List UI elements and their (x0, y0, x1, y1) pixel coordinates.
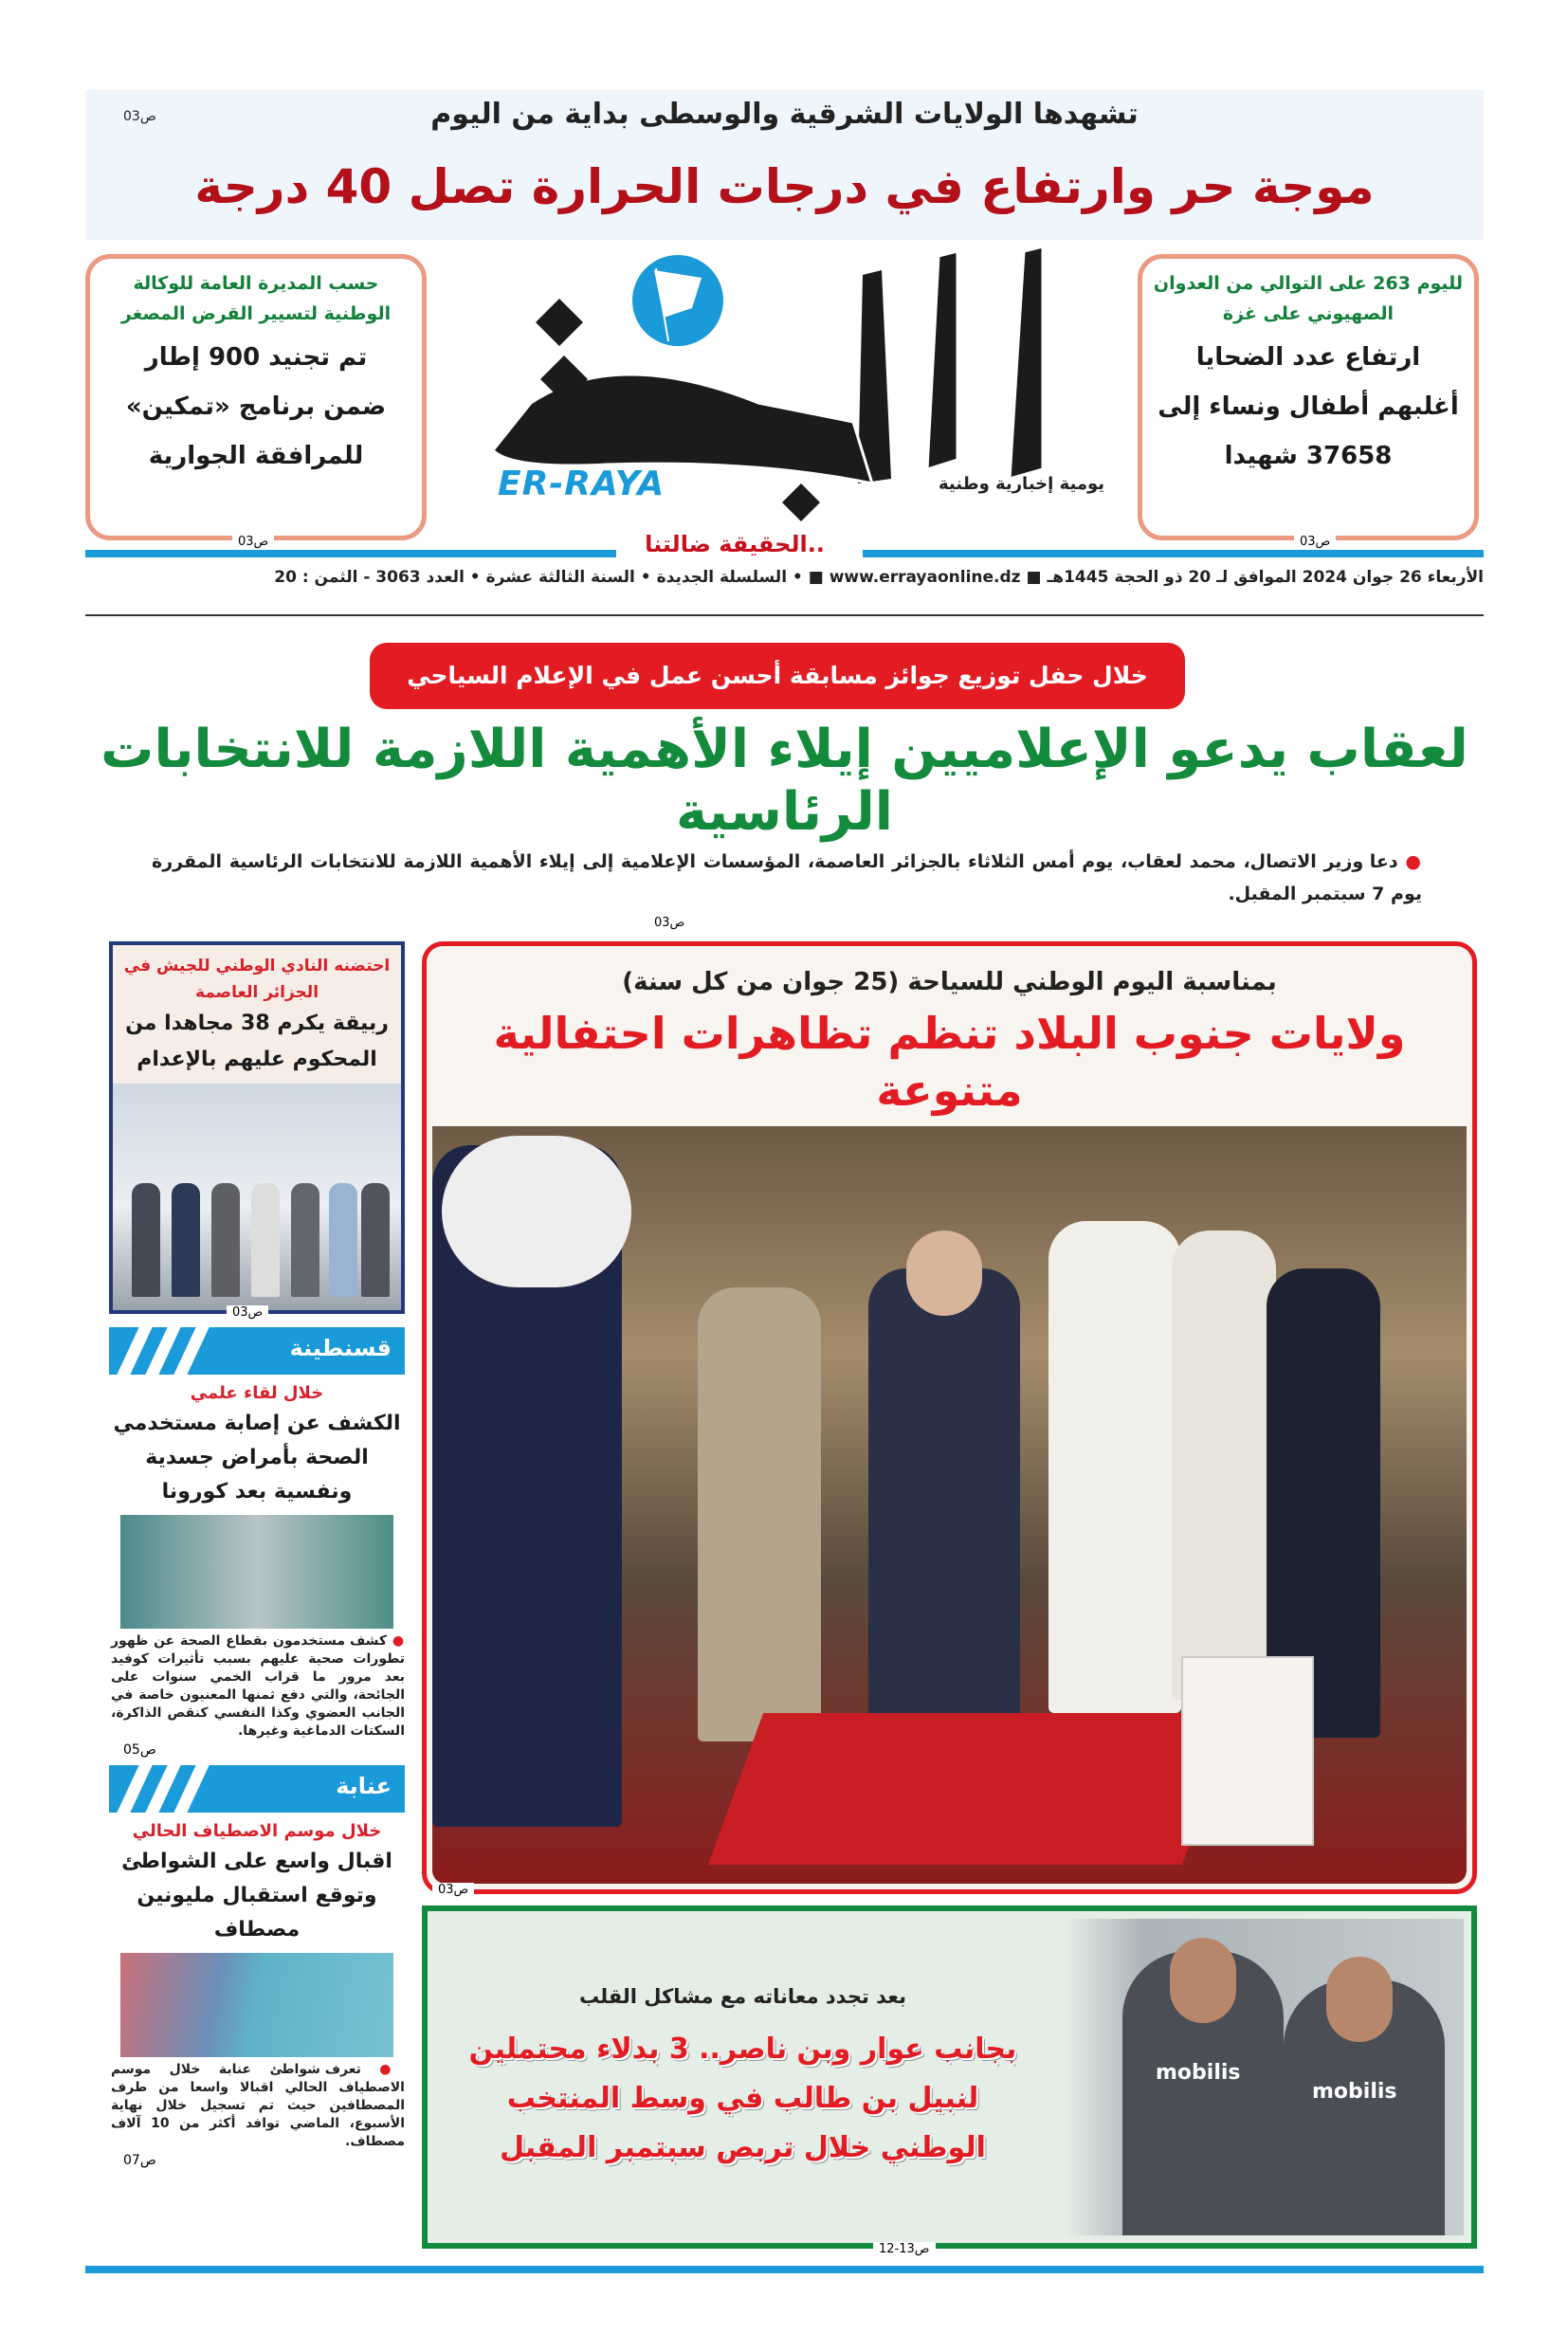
hospital-photo (120, 1515, 393, 1629)
divider-line (863, 550, 1484, 557)
page-ref: ص13-12 (873, 2242, 936, 2256)
story-body-text: كشف مستخدمون بقطاع الصحة عن ظهور تطورات صحية عليهم بسبب تأثيرات كوفيد بعد مرور ما قراب الخمي سنوات على الجائحة، والتي دفع ثمنها المعنيون خاصة في الجانب العضوي وكذا النفسي كنقص الذاكرة، السكتات الدماغية وغيرها. (111, 1633, 405, 1739)
lead-lede (152, 846, 1422, 910)
mujahideen-story[interactable] (109, 941, 405, 1320)
teaser-line: تم تجنيد 900 إطار (144, 343, 368, 372)
story-body (111, 1632, 405, 1741)
story-kicker: بعد تجدد معاناته مع مشاكل القلب (578, 1985, 907, 2008)
teaser-line: أغلبهم أطفال ونساء إلى (1158, 392, 1459, 421)
story-headline[interactable]: اقبال واسع على الشواطئ وتوقع استقبال مليونين مصطاف (121, 1850, 392, 1942)
divider (85, 614, 1484, 616)
beach-photo (120, 1953, 393, 2057)
story-headline[interactable]: الكشف عن إصابة مستخدمي الصحة بأمراض جسدية ونفسية بعد كورونا (113, 1412, 401, 1504)
ceremony-photo (113, 1084, 401, 1310)
divider-line (85, 550, 616, 557)
page-ref: ص03 (1294, 535, 1336, 549)
story-kicker: خلال لقاء علمي (190, 1383, 324, 1403)
section-name: قسنطينة (289, 1335, 392, 1361)
teaser-kicker: حسب المديرة العامة للوكالة الوطنية لتسيير القرض المصغر (120, 273, 392, 324)
anade-teaser-box[interactable] (85, 254, 427, 549)
teaser-kicker: لليوم 263 على التوالي من العدوان الصهيوني على غزة (1153, 273, 1464, 324)
section-bar-annaba (109, 1765, 405, 1813)
story-kicker: بمناسبة اليوم الوطني للسياحة (25 جوان من كل سنة) (622, 968, 1277, 996)
story-kicker: احتضنه النادي الوطني للجيش في الجزائر العاصمة (123, 957, 391, 1002)
lead-kicker-pill: خلال حفل توزيع جوائز مسابقة أحسن عمل في الإعلام السياحي (370, 643, 1185, 709)
tourism-photo (432, 1126, 1467, 1897)
jersey-sponsor: mobilis (1312, 2080, 1397, 2104)
footer-line (85, 2266, 1484, 2273)
jersey-sponsor: mobilis (1156, 2061, 1241, 2085)
section-bar-constantine (109, 1327, 405, 1375)
bullet-icon: ● (387, 1633, 405, 1649)
tourism-story[interactable] (422, 941, 1477, 1897)
bullet-icon: ● (360, 2062, 405, 2077)
page-ref: ص03 (232, 535, 274, 549)
page-ref: ص07 (123, 2153, 156, 2168)
logo-latin-name: ER-RAYA (498, 465, 665, 503)
lede-text: دعا وزير الاتصال، محمد لعقاب، يوم أمس الثلاثاء بالجزائر العاصمة، المؤسسات الإعلامية إلى إيلاء الأهمية اللازمة للانتخابات الرئاسية المقررة يوم 7 سبتمبر المقبل. (152, 851, 1422, 904)
story-headline: ربيقة يكرم 38 مجاهدا من المحكوم عليهم بالإعدام (125, 1012, 389, 1071)
bullet-icon: ● (1397, 851, 1422, 872)
teaser-line: 37658 شهيدا (1224, 442, 1393, 470)
logo-subtitle: يومية إخبارية وطنية (939, 474, 1105, 494)
gaza-teaser-box[interactable] (1138, 254, 1479, 549)
top-headline[interactable]: موجة حر وارتفاع في درجات الحرارة تصل 40 درجة (194, 159, 1375, 214)
lead-headline[interactable]: لعقاب يدعو الإعلاميين إيلاء الأهمية اللازمة للانتخابات الرئاسية (100, 719, 1468, 843)
tagline: ..الحقيقة ضالتنا (645, 531, 825, 557)
sport-text (428, 1911, 1058, 2243)
story-kicker: خلال موسم الاصطياف الحالي (132, 1821, 382, 1841)
teaser-line: ارتفاع عدد الضحايا (1195, 343, 1421, 372)
top-kicker: تشهدها الولايات الشرقية والوسطى بداية من اليوم (430, 98, 1139, 131)
story-headline: بجانب عوار وبن ناصر.. 3 بدلاء محتملين لنبيل بن طالب في وسط المنتخب الوطني خلال تربص سبتمبر المقبل (468, 2033, 1017, 2164)
sport-story[interactable] (422, 1905, 1477, 2256)
teaser-line: ضمن برنامج «تمكين» (125, 392, 387, 421)
page-ref: ص05 (123, 1742, 156, 1758)
top-banner[interactable] (85, 90, 1484, 240)
teaser-line: للمرافقة الجوارية (148, 442, 364, 470)
page-ref: ص03 (654, 916, 685, 930)
story-headline: ولايات جنوب البلاد تنظم تظاهرات احتفالية متنوعة (493, 1008, 1406, 1116)
page-ref: ص03 (432, 1883, 474, 1897)
players-photo (1066, 1919, 1464, 2235)
page-ref: ص03 (123, 109, 156, 124)
story-body (111, 2061, 405, 2151)
page-ref: ص03 (227, 1305, 268, 1320)
dateline: الأربعاء 26 جوان 2024 الموافق لـ 20 ذو الحجة 1445هـ ■ www.errayaonline.dz ■ • السلسلة الجديدة • السنة الثالثة عشرة • العدد 3063 - الثمن : 20 (274, 568, 1484, 587)
story-body-text: تعرف شواطئ عنابة خلال موسم الاصطياف الحالي اقبالا واسعا من طرف المصطافين حيث تم تسجيل خلال نهاية الأسبوع، الماضي توافد أكثر من 10 آلاف مصطاف. (111, 2062, 405, 2149)
section-name: عنابة (336, 1773, 392, 1799)
left-column (109, 941, 405, 2170)
